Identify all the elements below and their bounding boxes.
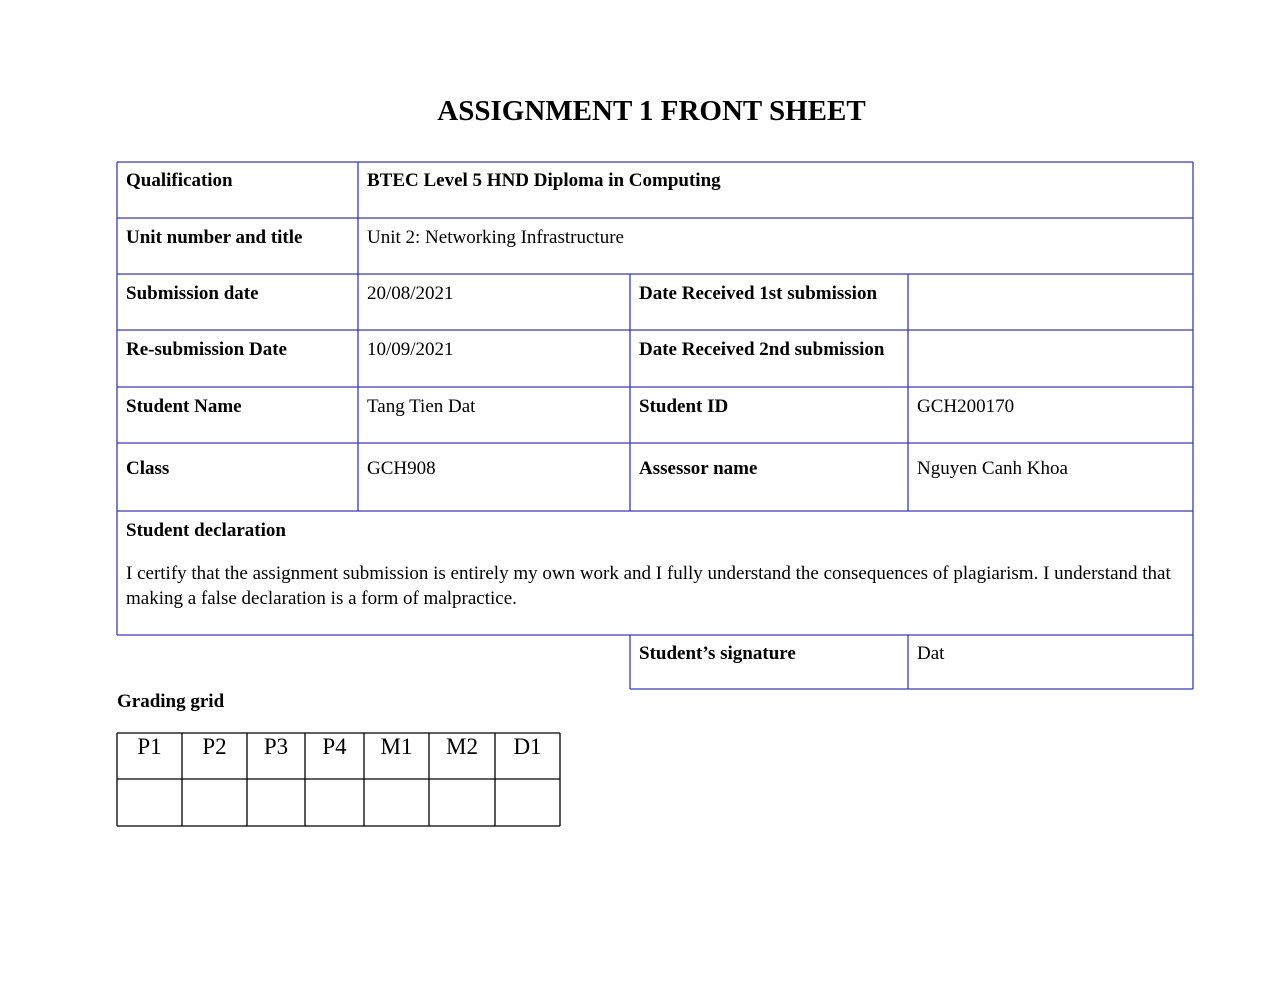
student-name-value: Tang Tien Dat bbox=[367, 396, 476, 417]
grade-column-header: P3 bbox=[263, 734, 289, 759]
resubmission-date-label: Re-submission Date bbox=[126, 339, 287, 360]
date-received-1-label: Date Received 1st submission bbox=[639, 283, 878, 304]
grade-column-header: P1 bbox=[137, 734, 162, 759]
signature-label: Student’s signature bbox=[639, 643, 796, 664]
qualification-value: BTEC Level 5 HND Diploma in Computing bbox=[367, 170, 721, 191]
student-name-label: Student Name bbox=[126, 396, 242, 417]
declaration-text: I certify that the assignment submission is entirely my own work and I fully understand the consequences of plagiarism. I understand that making a false declaration is a form of malpractice. bbox=[126, 563, 1171, 609]
resubmission-date-value: 10/09/2021 bbox=[367, 339, 454, 360]
grade-column-header: P4 bbox=[322, 734, 347, 759]
grade-column-header: M1 bbox=[380, 734, 413, 759]
class-label: Class bbox=[126, 458, 170, 479]
submission-date-label: Submission date bbox=[126, 283, 259, 304]
signature-value: Dat bbox=[917, 643, 945, 664]
submission-date-value: 20/08/2021 bbox=[367, 283, 454, 304]
assessor-value: Nguyen Canh Khoa bbox=[917, 458, 1068, 479]
page-title: ASSIGNMENT 1 FRONT SHEET bbox=[437, 95, 866, 127]
unit-label: Unit number and title bbox=[126, 227, 303, 248]
declaration-heading: Student declaration bbox=[126, 520, 286, 541]
grade-column-header: P2 bbox=[202, 734, 227, 759]
grade-column-header: M2 bbox=[446, 734, 478, 759]
student-id-value: GCH200170 bbox=[917, 396, 1015, 417]
unit-value: Unit 2: Networking Infrastructure bbox=[367, 227, 624, 248]
date-received-2-label: Date Received 2nd submission bbox=[639, 339, 885, 360]
assessor-label: Assessor name bbox=[639, 458, 758, 479]
class-value: GCH908 bbox=[367, 458, 436, 479]
student-id-label: Student ID bbox=[639, 396, 729, 417]
grading-grid-heading: Grading grid bbox=[117, 691, 225, 712]
qualification-label: Qualification bbox=[126, 170, 233, 191]
grade-column-header: D1 bbox=[513, 734, 542, 759]
